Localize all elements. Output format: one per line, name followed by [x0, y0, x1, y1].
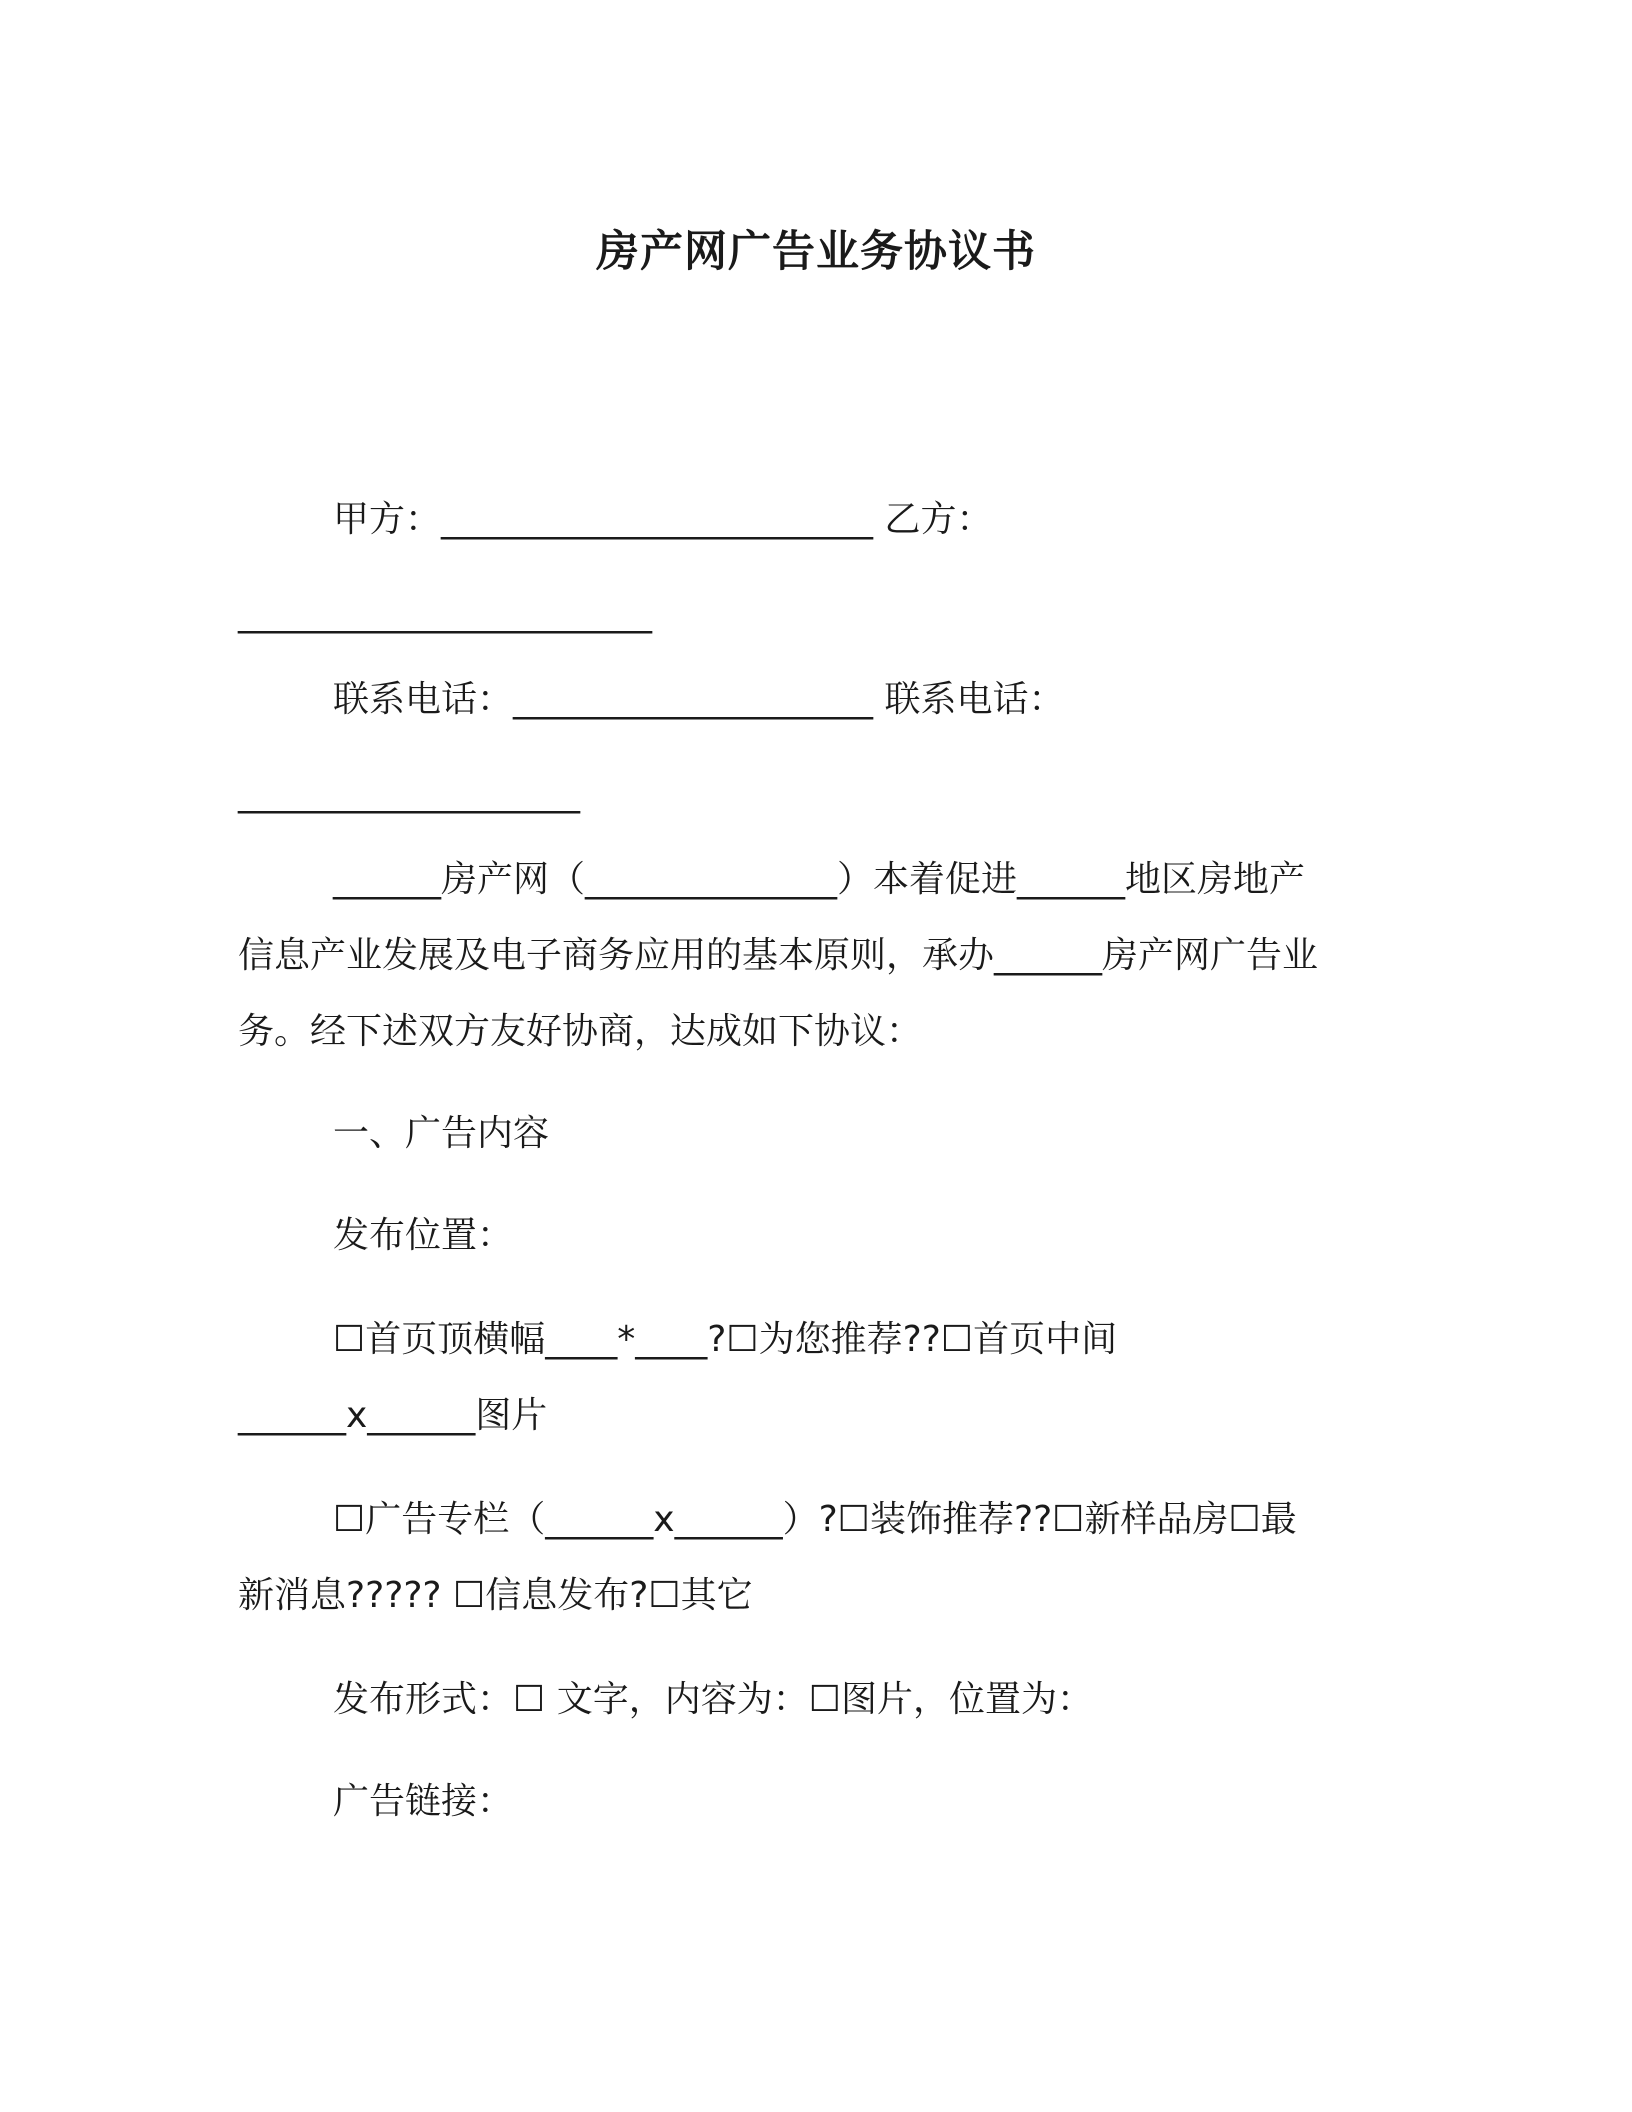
publish-position-label: 发布位置： — [333, 1215, 514, 1256]
position-options-line-3: ☐广告专栏（______x______）?☐装饰推荐??☐新样品房☐最 — [333, 1499, 1297, 1540]
section-heading-ad-content: 一、广告内容 — [333, 1113, 550, 1154]
publish-form-line: 发布形式：☐ 文字，内容为：☐图片，位置为： — [333, 1679, 1093, 1720]
position-options-line-1: ☐首页顶横幅____*____?☐为您推荐??☐首页中间 — [333, 1319, 1118, 1360]
position-options-line-4: 新消息????? ☐信息发布?☐其它 — [238, 1575, 753, 1616]
document-title: 房产网广告业务协议书 — [596, 227, 1036, 277]
phone-blank-line: ___________________ — [238, 773, 580, 814]
party-b-blank-line: _______________________ — [238, 593, 652, 634]
position-options-line-2: ______x______图片 — [238, 1395, 548, 1436]
ad-link-label: 广告链接： — [333, 1781, 514, 1822]
intro-paragraph-line-1: ______房产网（______________）本着促进______地区房地产 — [333, 859, 1306, 900]
intro-paragraph-line-2: 信息产业发展及电子商务应用的基本原则，承办______房产网广告业 — [238, 935, 1319, 976]
party-a-b-line: 甲方：________________________ 乙方： — [333, 499, 993, 540]
intro-paragraph-line-3: 务。经下述双方友好协商，达成如下协议： — [238, 1011, 923, 1052]
phone-line: 联系电话：____________________ 联系电话： — [333, 679, 1065, 720]
